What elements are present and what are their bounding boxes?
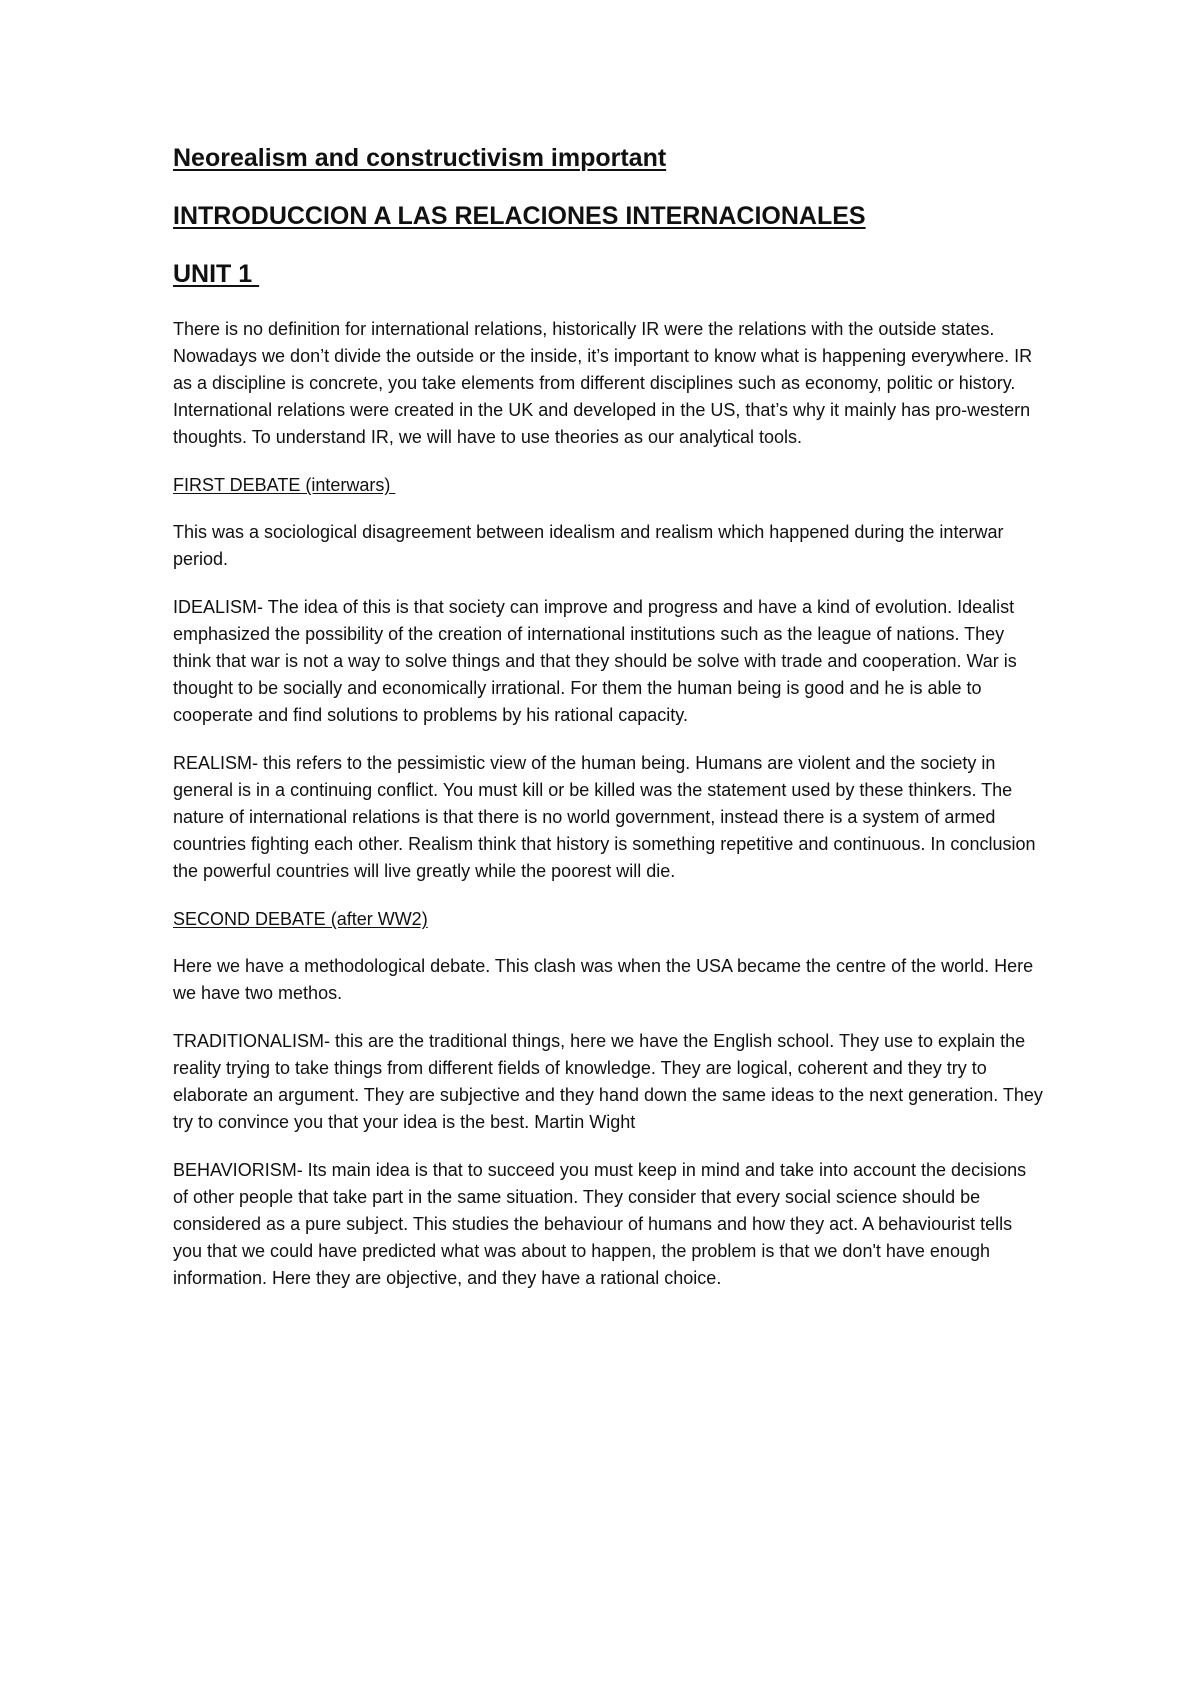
second-debate-intro: Here we have a methodological debate. This clash was when the USA became the centre of the world. Here we have two methos.	[173, 956, 1034, 1003]
idealism-paragraph: IDEALISM- The idea of this is that society can improve and progress and have a kind of evolution. Idealist emphasized the possibility of the creation of international institutions such as the league of nations. They think that war is not a way to solve things and that they should be solve with trade and cooperation. War is thought to be socially and economically irrational. For them the human being is good and he is able to cooperate and find solutions to problems by his rational capacity.	[173, 597, 1017, 725]
first-debate-intro: This was a sociological disagreement between idealism and realism which happened during the interwar period.	[173, 522, 1004, 569]
document-body	[173, 142, 1043, 1313]
realism-paragraph: REALISM- this refers to the pessimistic view of the human being. Humans are violent and the society in general is in a continuing conflict. You must kill or be killed was the statement used by these thinkers. The nature of international relations is that there is no world government, instead there is a system of armed countries fighting each other. Realism think that history is something repetitive and continuous. In conclusion the powerful countries will live greatly while the poorest will die.	[173, 753, 1036, 881]
traditionalism-paragraph: TRADITIONALISM- this are the traditional things, here we have the English school. They use to explain the reality trying to take things from different fields of knowledge. They are logical, coherent and they try to elaborate an argument. They are subjective and they hand down the same ideas to the next generation. They try to convince you that your idea is the best. Martin Wight	[173, 1031, 1043, 1132]
intro-paragraph: There is no definition for international relations, historically IR were the relations with the outside states. Nowadays we don’t divide the outside or the inside, it’s important to know what is happening everywhere. IR as a discipline is concrete, you take elements from different disciplines such as economy, politic or history. International relations were created in the UK and developed in the US, that’s why it mainly has pro-western thoughts. To understand IR, we will have to use theories as our analytical tools.	[173, 319, 1033, 447]
course-title: INTRODUCCION A LAS RELACIONES INTERNACIONALES	[173, 202, 866, 230]
second-debate-heading: SECOND DEBATE (after WW2)	[173, 909, 428, 929]
first-debate-heading: FIRST DEBATE (interwars)	[173, 475, 396, 495]
document-title: Neorealism and constructivism important	[173, 144, 667, 172]
behaviorism-paragraph: BEHAVIORISM- Its main idea is that to succeed you must keep in mind and take into account the decisions of other people that take part in the same situation. They consider that every social science should be considered as a pure subject. This studies the behaviour of humans and how they act. A behaviourist tells you that we could have predicted what was about to happen, the problem is that we don't have enough information. Here they are objective, and they have a rational choice.	[173, 1160, 1027, 1288]
unit-heading: UNIT 1	[173, 260, 260, 288]
